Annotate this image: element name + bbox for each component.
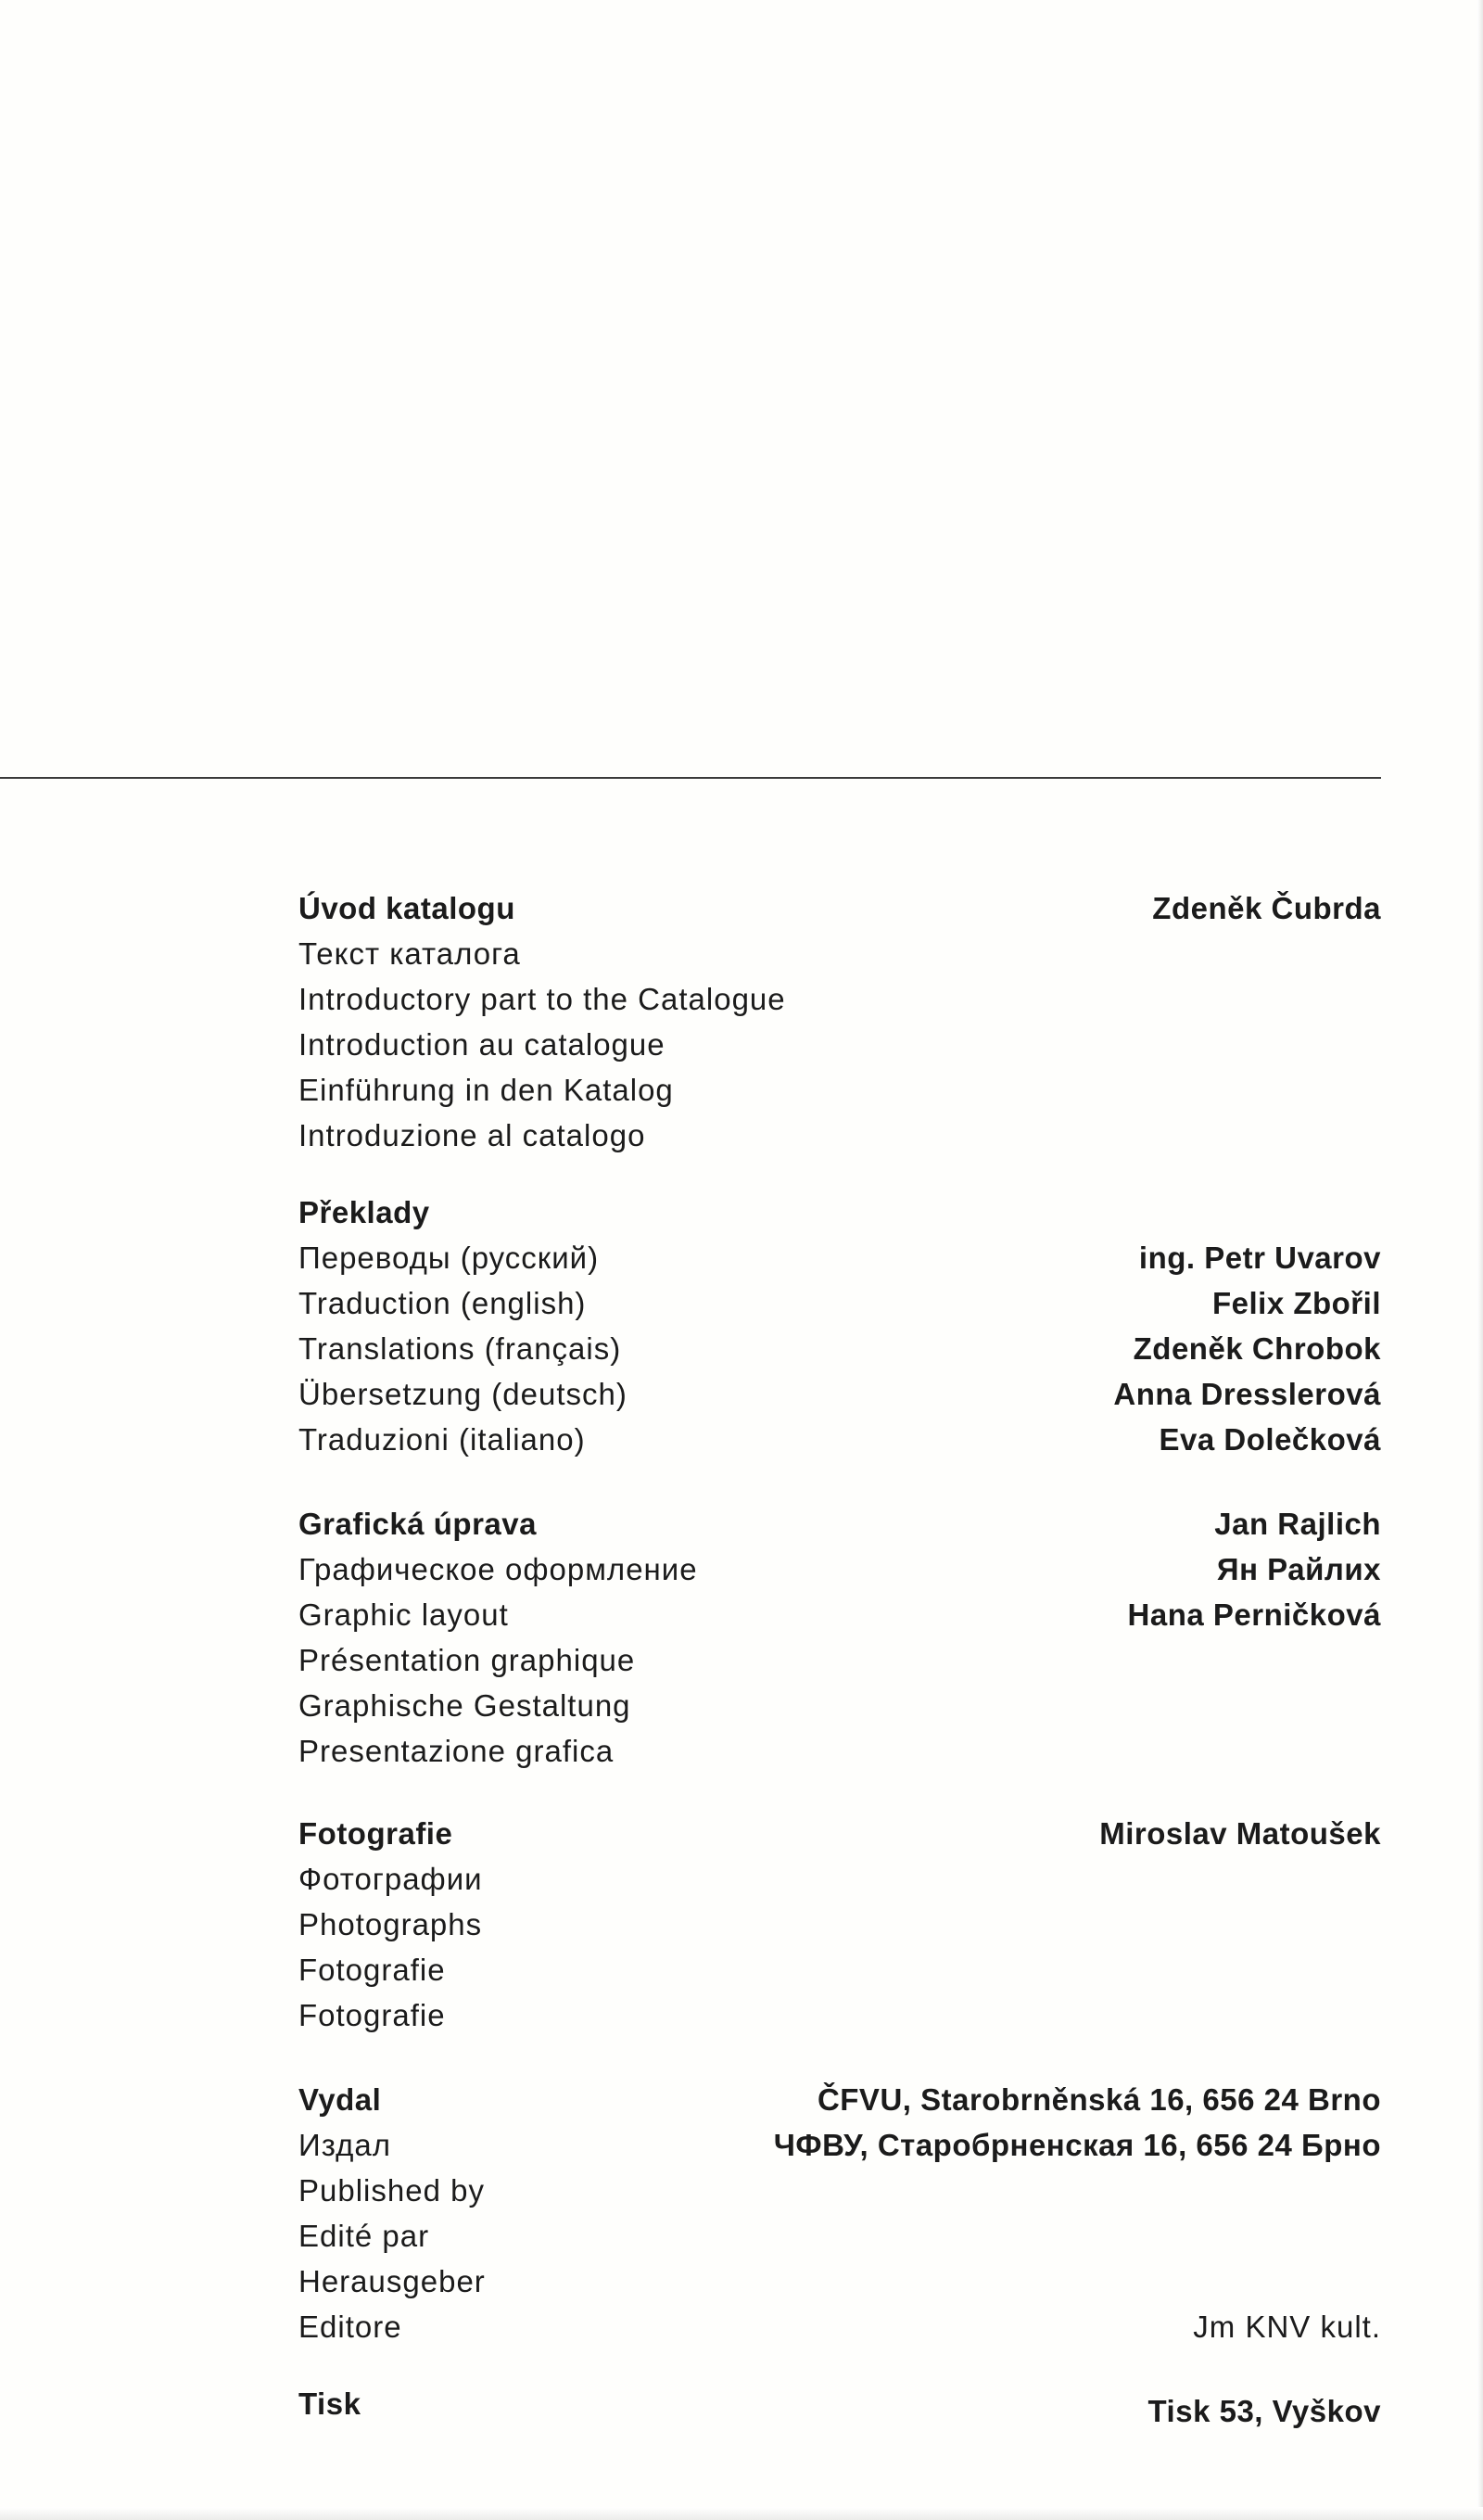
label-line: Fotografie xyxy=(298,1953,446,1987)
publisher-address: ЧФВУ, Старобрненская 16, 656 24 Брно xyxy=(773,2128,1381,2162)
label-line: Translations (français) xyxy=(298,1331,622,1366)
section-heading: Vydal xyxy=(298,2082,382,2117)
label-line: Présentation graphique xyxy=(298,1643,636,1677)
section-photo-names xyxy=(621,1811,1381,1856)
label-line: Traduzioni (italiano) xyxy=(298,1422,586,1457)
credit-name: Zdeněk Čubrda xyxy=(1152,891,1381,925)
section-heading: Překlady xyxy=(298,1195,430,1229)
label-line: Fotografie xyxy=(298,1998,446,2032)
label-line: Introduzione al catalogo xyxy=(298,1118,646,1152)
label-line: Übersetzung (deutsch) xyxy=(298,1377,627,1411)
label-line: Graphic layout xyxy=(298,1597,509,1632)
section-heading: Úvod katalogu xyxy=(298,891,515,925)
credit-name: Zdeněk Chrobok xyxy=(1133,1331,1381,1366)
credit-name: Eva Dolečková xyxy=(1159,1422,1381,1457)
scan-bottom-edge xyxy=(0,2507,1483,2520)
horizontal-divider xyxy=(0,777,1381,779)
label-line: Introductory part to the Catalogue xyxy=(298,982,786,1016)
credit-name: Hana Perničková xyxy=(1127,1597,1381,1632)
section-intro-names xyxy=(621,885,1381,931)
label-line: Introduction au catalogue xyxy=(298,1027,665,1062)
section-heading: Fotografie xyxy=(298,1816,453,1851)
section-print-names xyxy=(621,2388,1381,2434)
label-line: Переводы (русский) xyxy=(298,1241,600,1275)
label-line: Издал xyxy=(298,2128,391,2162)
section-publisher-names xyxy=(621,2077,1381,2168)
label-line: Photographs xyxy=(298,1907,483,1941)
scan-edge xyxy=(1477,0,1483,2520)
credit-name: Jan Rajlich xyxy=(1214,1507,1381,1541)
label-line: Published by xyxy=(298,2173,485,2208)
section-heading: Grafická úprava xyxy=(298,1507,537,1541)
license-note: Jm KNV kult. xyxy=(1193,2310,1381,2344)
credit-name: Felix Zbořil xyxy=(1211,1286,1381,1320)
label-line: Фотографии xyxy=(298,1862,483,1896)
credit-name: Miroslav Matoušek xyxy=(1099,1816,1381,1851)
section-graphic-names xyxy=(621,1501,1381,1637)
label-line: Presentazione grafica xyxy=(298,1734,615,1768)
label-line: Einführung in den Katalog xyxy=(298,1073,674,1107)
section-publisher-note xyxy=(621,2304,1381,2349)
section-heading: Tisk xyxy=(298,2386,361,2421)
label-line: Traduction (english) xyxy=(298,1286,587,1320)
label-line: Текст каталога xyxy=(298,936,521,971)
label-line: Графическое оформление xyxy=(298,1552,698,1586)
label-line: Graphische Gestaltung xyxy=(298,1688,631,1723)
credit-name: Anna Dresslerová xyxy=(1113,1377,1381,1411)
printer-name: Tisk 53, Vyškov xyxy=(1147,2394,1381,2428)
publisher-address: ČFVU, Starobrněnská 16, 656 24 Brno xyxy=(817,2082,1381,2117)
credit-name: Ян Райлих xyxy=(1216,1552,1381,1586)
section-translations-names xyxy=(621,1235,1381,1462)
label-line: Editore xyxy=(298,2310,402,2344)
label-line: Edité par xyxy=(298,2219,430,2253)
label-line: Herausgeber xyxy=(298,2264,486,2298)
credit-name: ing. Petr Uvarov xyxy=(1138,1241,1381,1275)
